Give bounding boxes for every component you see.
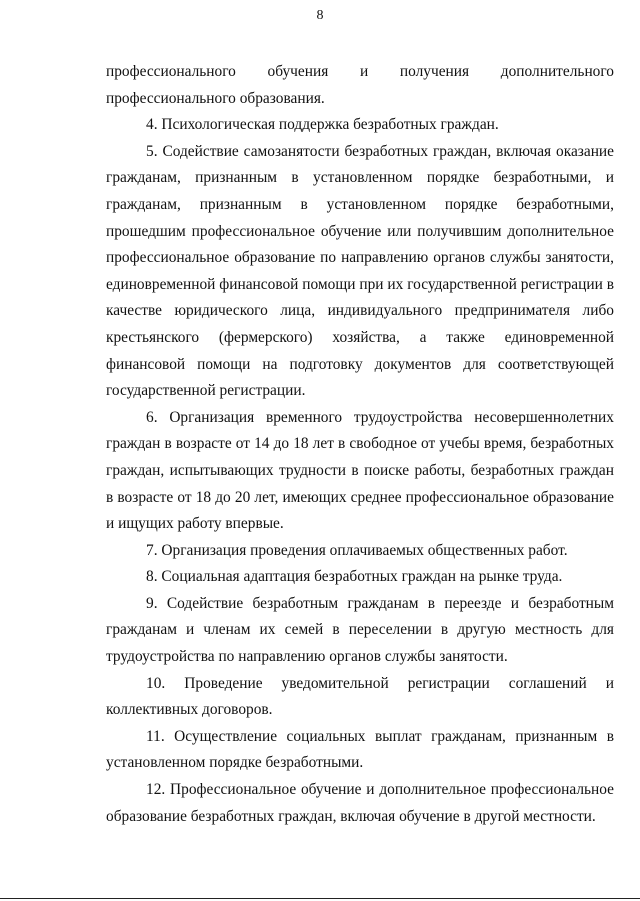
paragraph-item-9: 9. Содействие безработным гражданам в переезде и безработным гражданам и членам их семей в переселении в другую местность для трудоустройства по направлению органов службы занятости. xyxy=(106,594,614,666)
paragraph-item-8: 8. Социальная адаптация безработных граждан на рынке труда. xyxy=(146,568,563,586)
paragraph-item-10: 10. Проведение уведомительной регистрации соглашений и коллективных договоров. xyxy=(106,674,614,719)
paragraph-item-6: 6. Организация временного трудоустройства несовершеннолетних граждан в возрасте от 14 до 18 лет в свободное от учебы время, безработных граждан, испытывающих трудности в поиске работы, безработных граждан в возрасте от 18 до 20 лет, имеющих среднее профессиональное образование и ищущих работу впервые. xyxy=(106,408,614,533)
paragraph-item-4: 4. Психологическая поддержка безработных граждан. xyxy=(146,116,499,134)
document-body xyxy=(106,59,614,830)
paragraph-item-7: 7. Организация проведения оплачиваемых общественных работ. xyxy=(146,541,568,559)
page-bottom-edge xyxy=(0,898,640,899)
paragraph-item-11: 11. Осуществление социальных выплат гражданам, признанным в установленном порядке безработными. xyxy=(106,727,614,772)
paragraph-item-5: 5. Содействие самозанятости безработных граждан, включая оказание гражданам, признанным в установленном порядке безработными, и гражданам, признанным в установленном порядке безработными, прошедшим профессиональное обучение или получившим дополнительное профессиональное образование по направлению органов службы занятости, единовременной финансовой помощи при их государственной регистрации в качестве юридического лица, индивидуального предпринимателя либо крестьянского (фермерского) хозяйства, а также единовременной финансовой помощи на подготовку документов для соответствующей государственной регистрации. xyxy=(106,142,614,400)
page-number: 8 xyxy=(316,8,324,23)
paragraph-continuation: профессионального обучения и получения дополнительного профессионального образования. xyxy=(106,63,614,107)
paragraph-item-12: 12. Профессиональное обучение и дополнительное профессиональное образование безработных граждан, включая обучение в другой местности. xyxy=(106,781,614,825)
